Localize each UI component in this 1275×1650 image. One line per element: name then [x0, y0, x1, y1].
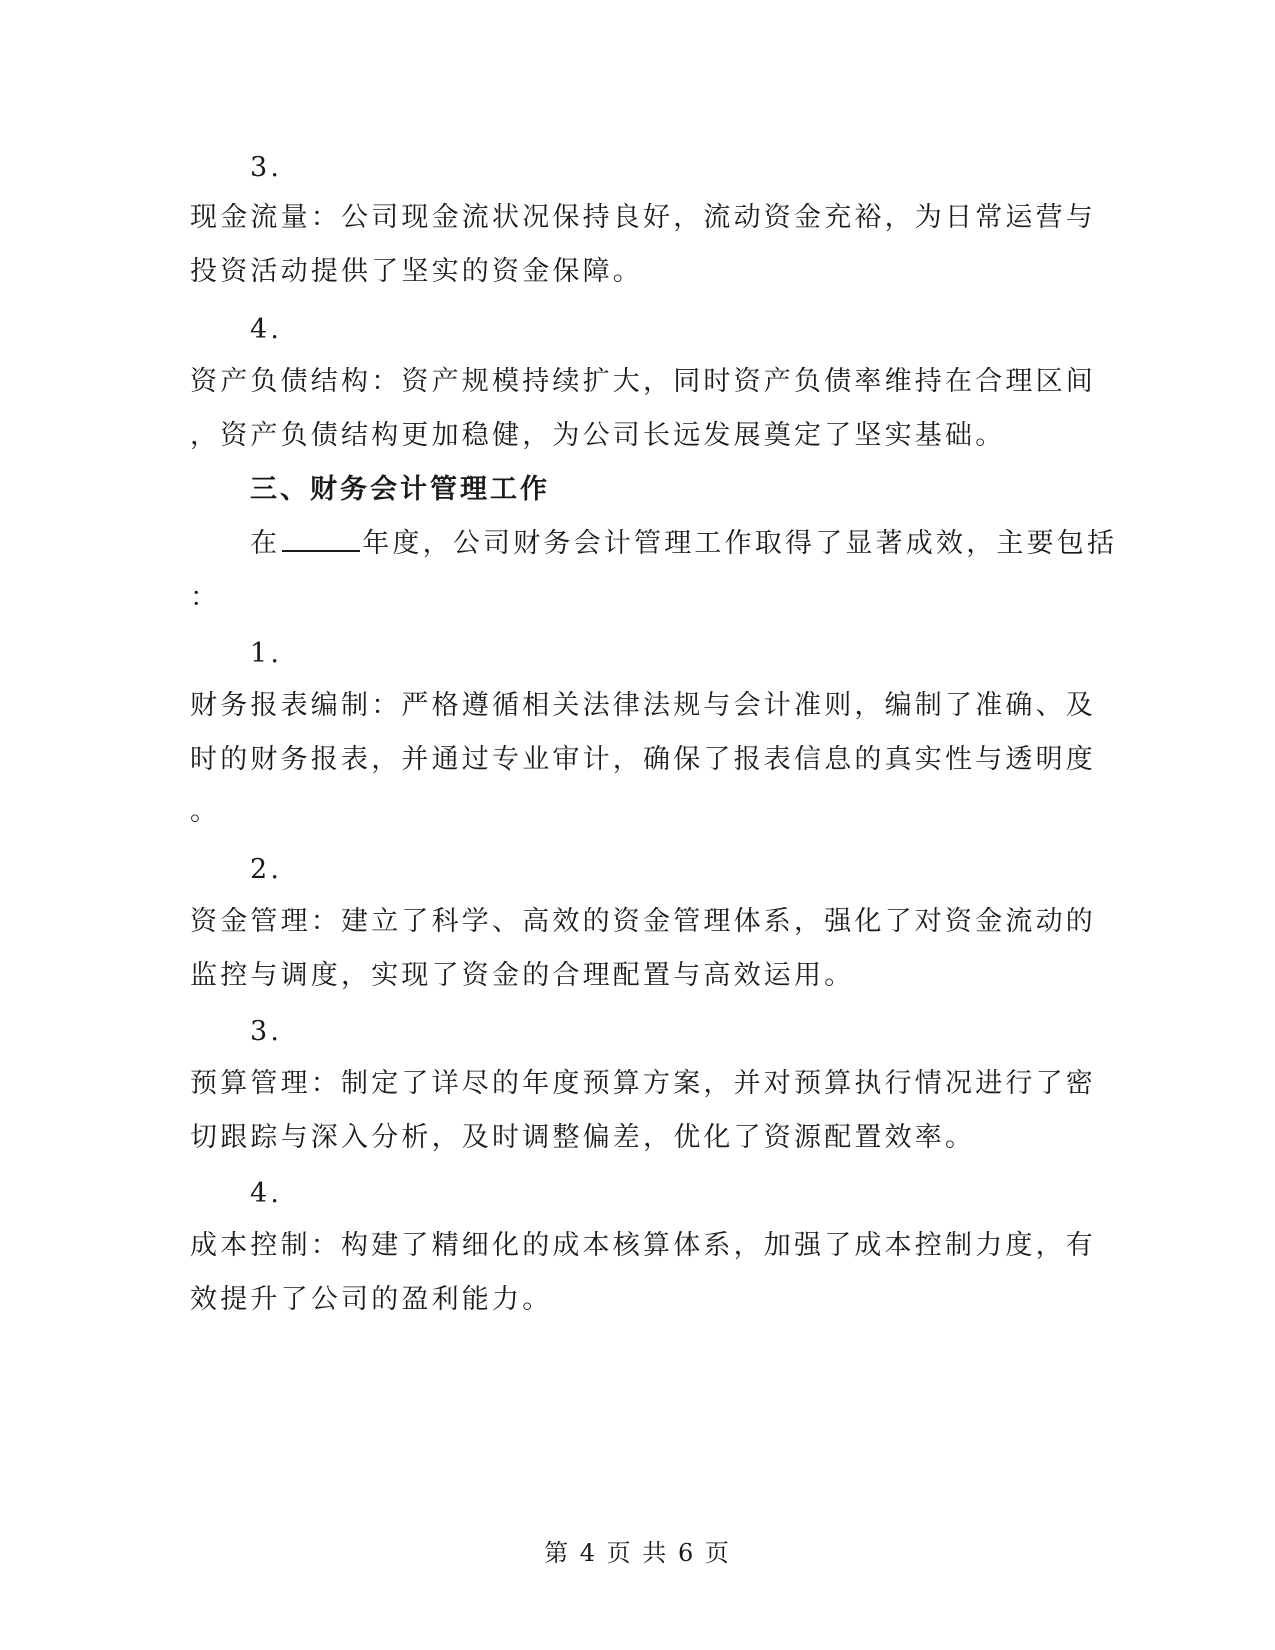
paragraph-line: 切跟踪与深入分析，及时调整偏差，优化了资源配置效率。 [190, 1122, 976, 1153]
list-number: 4. [250, 314, 283, 345]
section-heading: 三、财务会计管理工作 [250, 474, 550, 505]
paragraph-line: 现金流量：公司现金流状况保持良好，流动资金充裕，为日常运营与 [190, 202, 1096, 233]
paragraph-line: 效提升了公司的盈利能力。 [190, 1284, 553, 1315]
list-number: 1. [250, 638, 283, 669]
paragraph-line: 投资活动提供了坚实的资金保障。 [190, 256, 643, 287]
paragraph-line: 成本控制：构建了精细化的成本核算体系，加强了成本控制力度，有 [190, 1230, 1096, 1261]
paragraph-line: 时的财务报表，并通过专业审计，确保了报表信息的真实性与透明度 [190, 744, 1096, 775]
list-number: 4. [250, 1178, 283, 1209]
list-number: 3. [250, 152, 283, 183]
list-number: 3. [250, 1016, 283, 1047]
paragraph-line: 资产负债结构：资产规模持续扩大，同时资产负债率维持在合理区间 [190, 366, 1096, 397]
list-number: 2. [250, 854, 283, 885]
fill-in-blank [282, 524, 360, 552]
paragraph-line: ，资产负债结构更加稳健，为公司长远发展奠定了坚实基础。 [190, 420, 1006, 451]
paragraph-line: 预算管理：制定了详尽的年度预算方案，并对预算执行情况进行了密 [190, 1068, 1096, 1099]
paragraph-line [250, 524, 1130, 564]
paragraph-line: 。 [190, 796, 221, 827]
paragraph-line: 财务报表编制：严格遵循相关法律法规与会计准则，编制了准确、及 [190, 690, 1096, 721]
page-footer: 第 4 页 共 6 页 [544, 1539, 731, 1567]
paragraph-line: 监控与调度，实现了资金的合理配置与高效运用。 [190, 960, 855, 991]
paragraph-text: 年度，公司财务会计管理工作取得了显著成效，主要包括 [362, 528, 1118, 559]
paragraph-line: ： [190, 582, 221, 613]
paragraph-line: 资金管理：建立了科学、高效的资金管理体系，强化了对资金流动的 [190, 906, 1096, 937]
paragraph-text: 在 [250, 528, 281, 559]
